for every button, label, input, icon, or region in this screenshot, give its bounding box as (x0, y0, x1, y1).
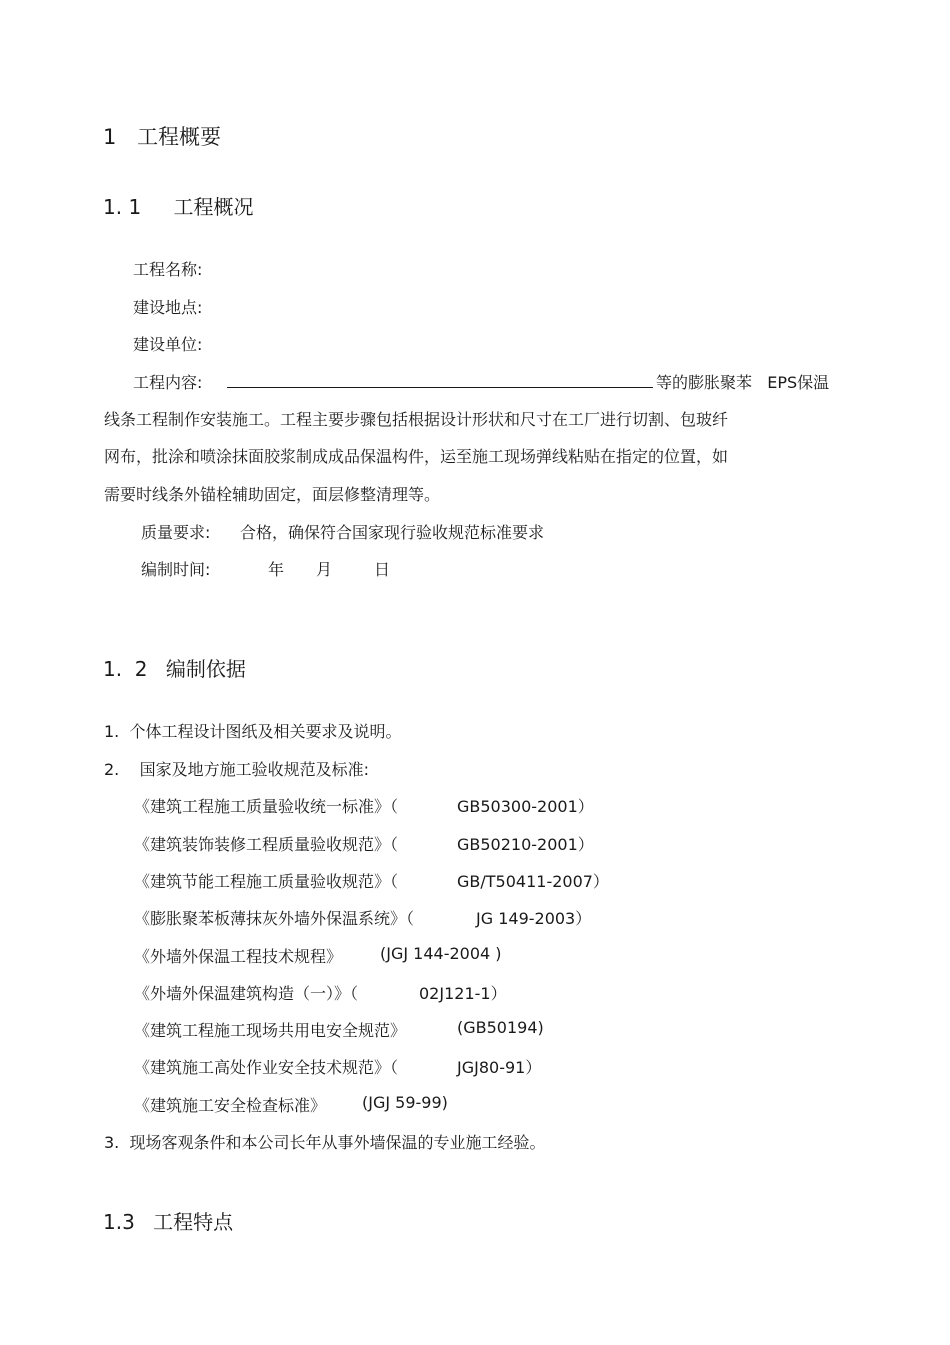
project-content-text: 等的膨胀聚苯 EPS保温 (656, 373, 830, 392)
section-title: 编制依据 (165, 657, 246, 681)
standard-name: 《膨胀聚苯板薄抹灰外墙外保温系统》（ (134, 909, 415, 928)
standard-name: 《建筑施工高处作业安全技术规范》（ (134, 1058, 399, 1077)
standard-name: 《建筑工程施工质量验收统一标准》（ (134, 797, 399, 816)
section-1-3-heading (103, 1206, 233, 1235)
standard-code: JG 149-2003） (476, 909, 592, 928)
section-1-heading (103, 121, 221, 151)
section-title: 工程概况 (173, 195, 254, 219)
date-year: 年 (268, 560, 285, 579)
standard-code: (JGJ 144-2004 ) (380, 944, 502, 963)
standard-name: 《建筑施工安全检查标准》 (134, 1096, 327, 1115)
section-title: 工程特点 (153, 1210, 234, 1234)
standard-name: 《外墙外保温建筑构造（一）》（ (134, 984, 359, 1003)
project-content-line: 线条工程制作安装施工。工程主要步骤包括根据设计形状和尺寸在工厂进行切割、包玻纤 (104, 410, 729, 429)
standard-code: GB50210-2001） (457, 835, 594, 854)
basis-item-1: 1. 个体工程设计图纸及相关要求及说明。 (104, 722, 402, 741)
standard-name: 《外墙外保温工程技术规程》 (134, 947, 343, 966)
section-number: 1.3 (103, 1210, 135, 1234)
standard-name: 《建筑装饰装修工程质量验收规范》（ (134, 835, 399, 854)
section-1-1-heading (103, 191, 254, 220)
project-unit-label: 建设单位: (133, 335, 203, 354)
project-site-label: 建设地点: (133, 298, 203, 317)
standard-code: GB50300-2001） (457, 797, 594, 816)
section-1-2-heading (103, 653, 246, 682)
date-label: 编制时间: (141, 560, 211, 579)
date-month: 月 (316, 560, 333, 579)
basis-item-3: 3. 现场客观条件和本公司长年从事外墙保温的专业施工经验。 (104, 1133, 546, 1152)
project-content-line: 网布，批涂和喷涂抹面胶浆制成成品保温构件，运至施工现场弹线粘贴在指定的位置，如 (104, 447, 729, 466)
standard-code: JGJ80-91） (457, 1058, 542, 1077)
standard-code: 02J121-1） (419, 984, 507, 1003)
standard-name: 《建筑节能工程施工质量验收规范》（ (134, 872, 399, 891)
standard-code: (GB50194) (457, 1018, 544, 1037)
section-number: 1. 1 (103, 195, 142, 219)
quality-label: 质量要求: (141, 523, 211, 542)
blank-fill-line (227, 387, 653, 388)
basis-item-2: 2. 国家及地方施工验收规范及标准: (104, 760, 370, 779)
section-number: 1 (103, 125, 117, 149)
section-title: 工程概要 (137, 125, 222, 149)
standard-name: 《建筑工程施工现场共用电安全规范》 (134, 1021, 407, 1040)
standard-code: (JGJ 59-99) (362, 1093, 448, 1112)
standard-code: GB/T50411-2007） (457, 872, 609, 891)
project-content-line: 需要时线条外锚栓辅助固定，面层修整清理等。 (104, 485, 441, 504)
project-content-label: 工程内容: (133, 373, 203, 392)
quality-value: 合格，确保符合国家现行验收规范标准要求 (240, 523, 545, 542)
section-number: 1. 2 (103, 657, 148, 681)
project-name-label: 工程名称: (133, 260, 203, 279)
date-day: 日 (374, 560, 391, 579)
